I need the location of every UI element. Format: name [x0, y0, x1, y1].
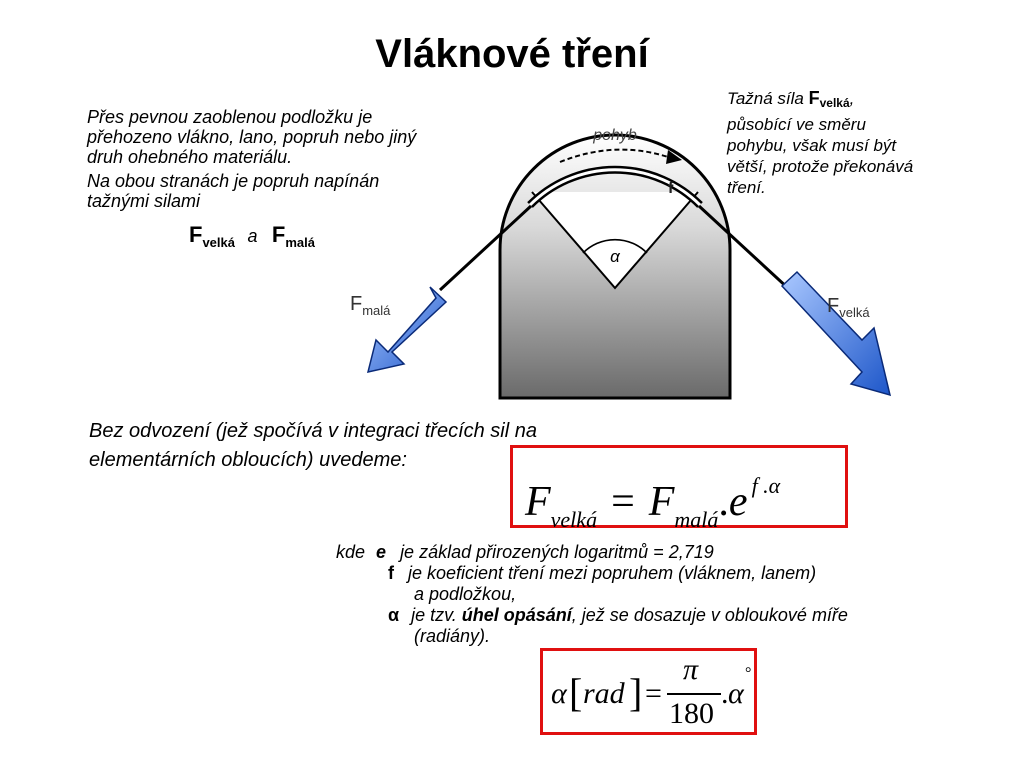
rad-bracket-close: ] — [629, 670, 643, 715]
legend-alpha-post: , jež se dosazuje v obloukové míře — [571, 605, 848, 625]
right-force-label: $F_{velká}$ — [827, 295, 870, 320]
capstan-formula-box — [510, 445, 848, 532]
note-line-1 — [727, 88, 1017, 114]
note-line: působící ve směru — [727, 115, 866, 134]
left-force-arrow — [368, 287, 446, 372]
force-symbol: F — [189, 222, 203, 247]
friction-label: f — [668, 180, 674, 197]
rad-fraction-bar — [667, 693, 721, 695]
rad-alpha: α — [551, 677, 567, 710]
note-line: větší, protože překonává — [727, 157, 914, 176]
legend-e-letter: e — [376, 542, 387, 562]
formula-sub-velka: velká — [550, 507, 598, 532]
page-title: Vláknové tření — [375, 32, 649, 76]
belt-friction-diagram — [330, 115, 910, 405]
formula-dot: . — [718, 479, 729, 525]
legend-row-alpha-cont: (radiány). — [414, 626, 491, 646]
rad-unit: rad — [583, 677, 625, 710]
note-comma: , — [849, 89, 855, 108]
formula-F: F — [525, 479, 551, 525]
legend-row-alpha — [336, 605, 1016, 626]
left-force-label: $F_{malá}$ — [350, 293, 391, 318]
formula-equals: = — [611, 479, 635, 525]
intro-line: přehozeno vlákno, lano, popruh nebo jiný — [87, 127, 417, 147]
note-line: tření. — [727, 178, 766, 197]
note-force-subscript: velká — [819, 96, 850, 110]
radian-conversion-box — [540, 648, 757, 735]
rad-equals: = — [645, 677, 662, 710]
formula-exponent: f .α — [751, 473, 781, 498]
derivation-line: Bez odvození (jež spočívá v integraci třecích sil na — [89, 420, 537, 442]
rad-dot: . — [721, 677, 729, 710]
rad-degree-symbol: ° — [745, 665, 752, 682]
rad-alpha-deg: α — [728, 677, 744, 710]
intro-line: Přes pevnou zaoblenou podložku je — [87, 107, 373, 127]
note-prefix: Tažná síla — [727, 89, 809, 108]
rad-numerator: π — [683, 653, 699, 686]
radian-formula — [549, 651, 752, 732]
legend-row-e — [336, 542, 1016, 563]
rad-denominator: 180 — [669, 697, 714, 730]
legend — [336, 542, 1016, 647]
formula-e: e — [728, 479, 748, 525]
right-force-arrow — [782, 272, 890, 395]
capstan-formula — [525, 462, 780, 544]
rad-bracket-open: [ — [569, 670, 583, 715]
legend-alpha-pre: je tzv. — [411, 605, 462, 625]
legend-alpha-letter: α — [388, 605, 400, 625]
derivation-text — [89, 417, 537, 475]
formula-F: F — [648, 479, 675, 525]
derivation-line: elementárních obloucích) uvedeme: — [89, 449, 407, 471]
intro-line: Na obou stranách je popruh napínán — [87, 171, 380, 191]
intro-forces — [189, 222, 315, 250]
angle-label: α — [610, 247, 620, 266]
intro-line: tažnými silami — [87, 191, 201, 211]
force-symbol: F — [271, 222, 286, 247]
legend-row-f — [336, 563, 1016, 584]
legend-e-text: je základ přirozených logaritmů = 2,719 — [400, 542, 714, 562]
legend-kde: kde — [336, 542, 366, 562]
formula-sub-mala: malá — [674, 507, 719, 532]
note-force-symbol: F — [808, 88, 820, 108]
intro-line: druh ohebného materiálu. — [87, 147, 293, 167]
intro-conjunction: a — [247, 226, 258, 246]
legend-f-letter: f — [388, 563, 394, 583]
force-subscript-velka: velká — [202, 235, 235, 250]
legend-row-f-cont: a podložkou, — [414, 584, 517, 604]
legend-alpha-term: úhel opásání — [461, 605, 572, 625]
force-subscript-mala: malá — [285, 235, 316, 250]
legend-f-text: je koeficient tření mezi popruhem (vláknem, lanem) — [408, 563, 817, 583]
motion-label: pohyb — [593, 127, 637, 144]
note-line: pohybu, však musí být — [727, 136, 897, 155]
